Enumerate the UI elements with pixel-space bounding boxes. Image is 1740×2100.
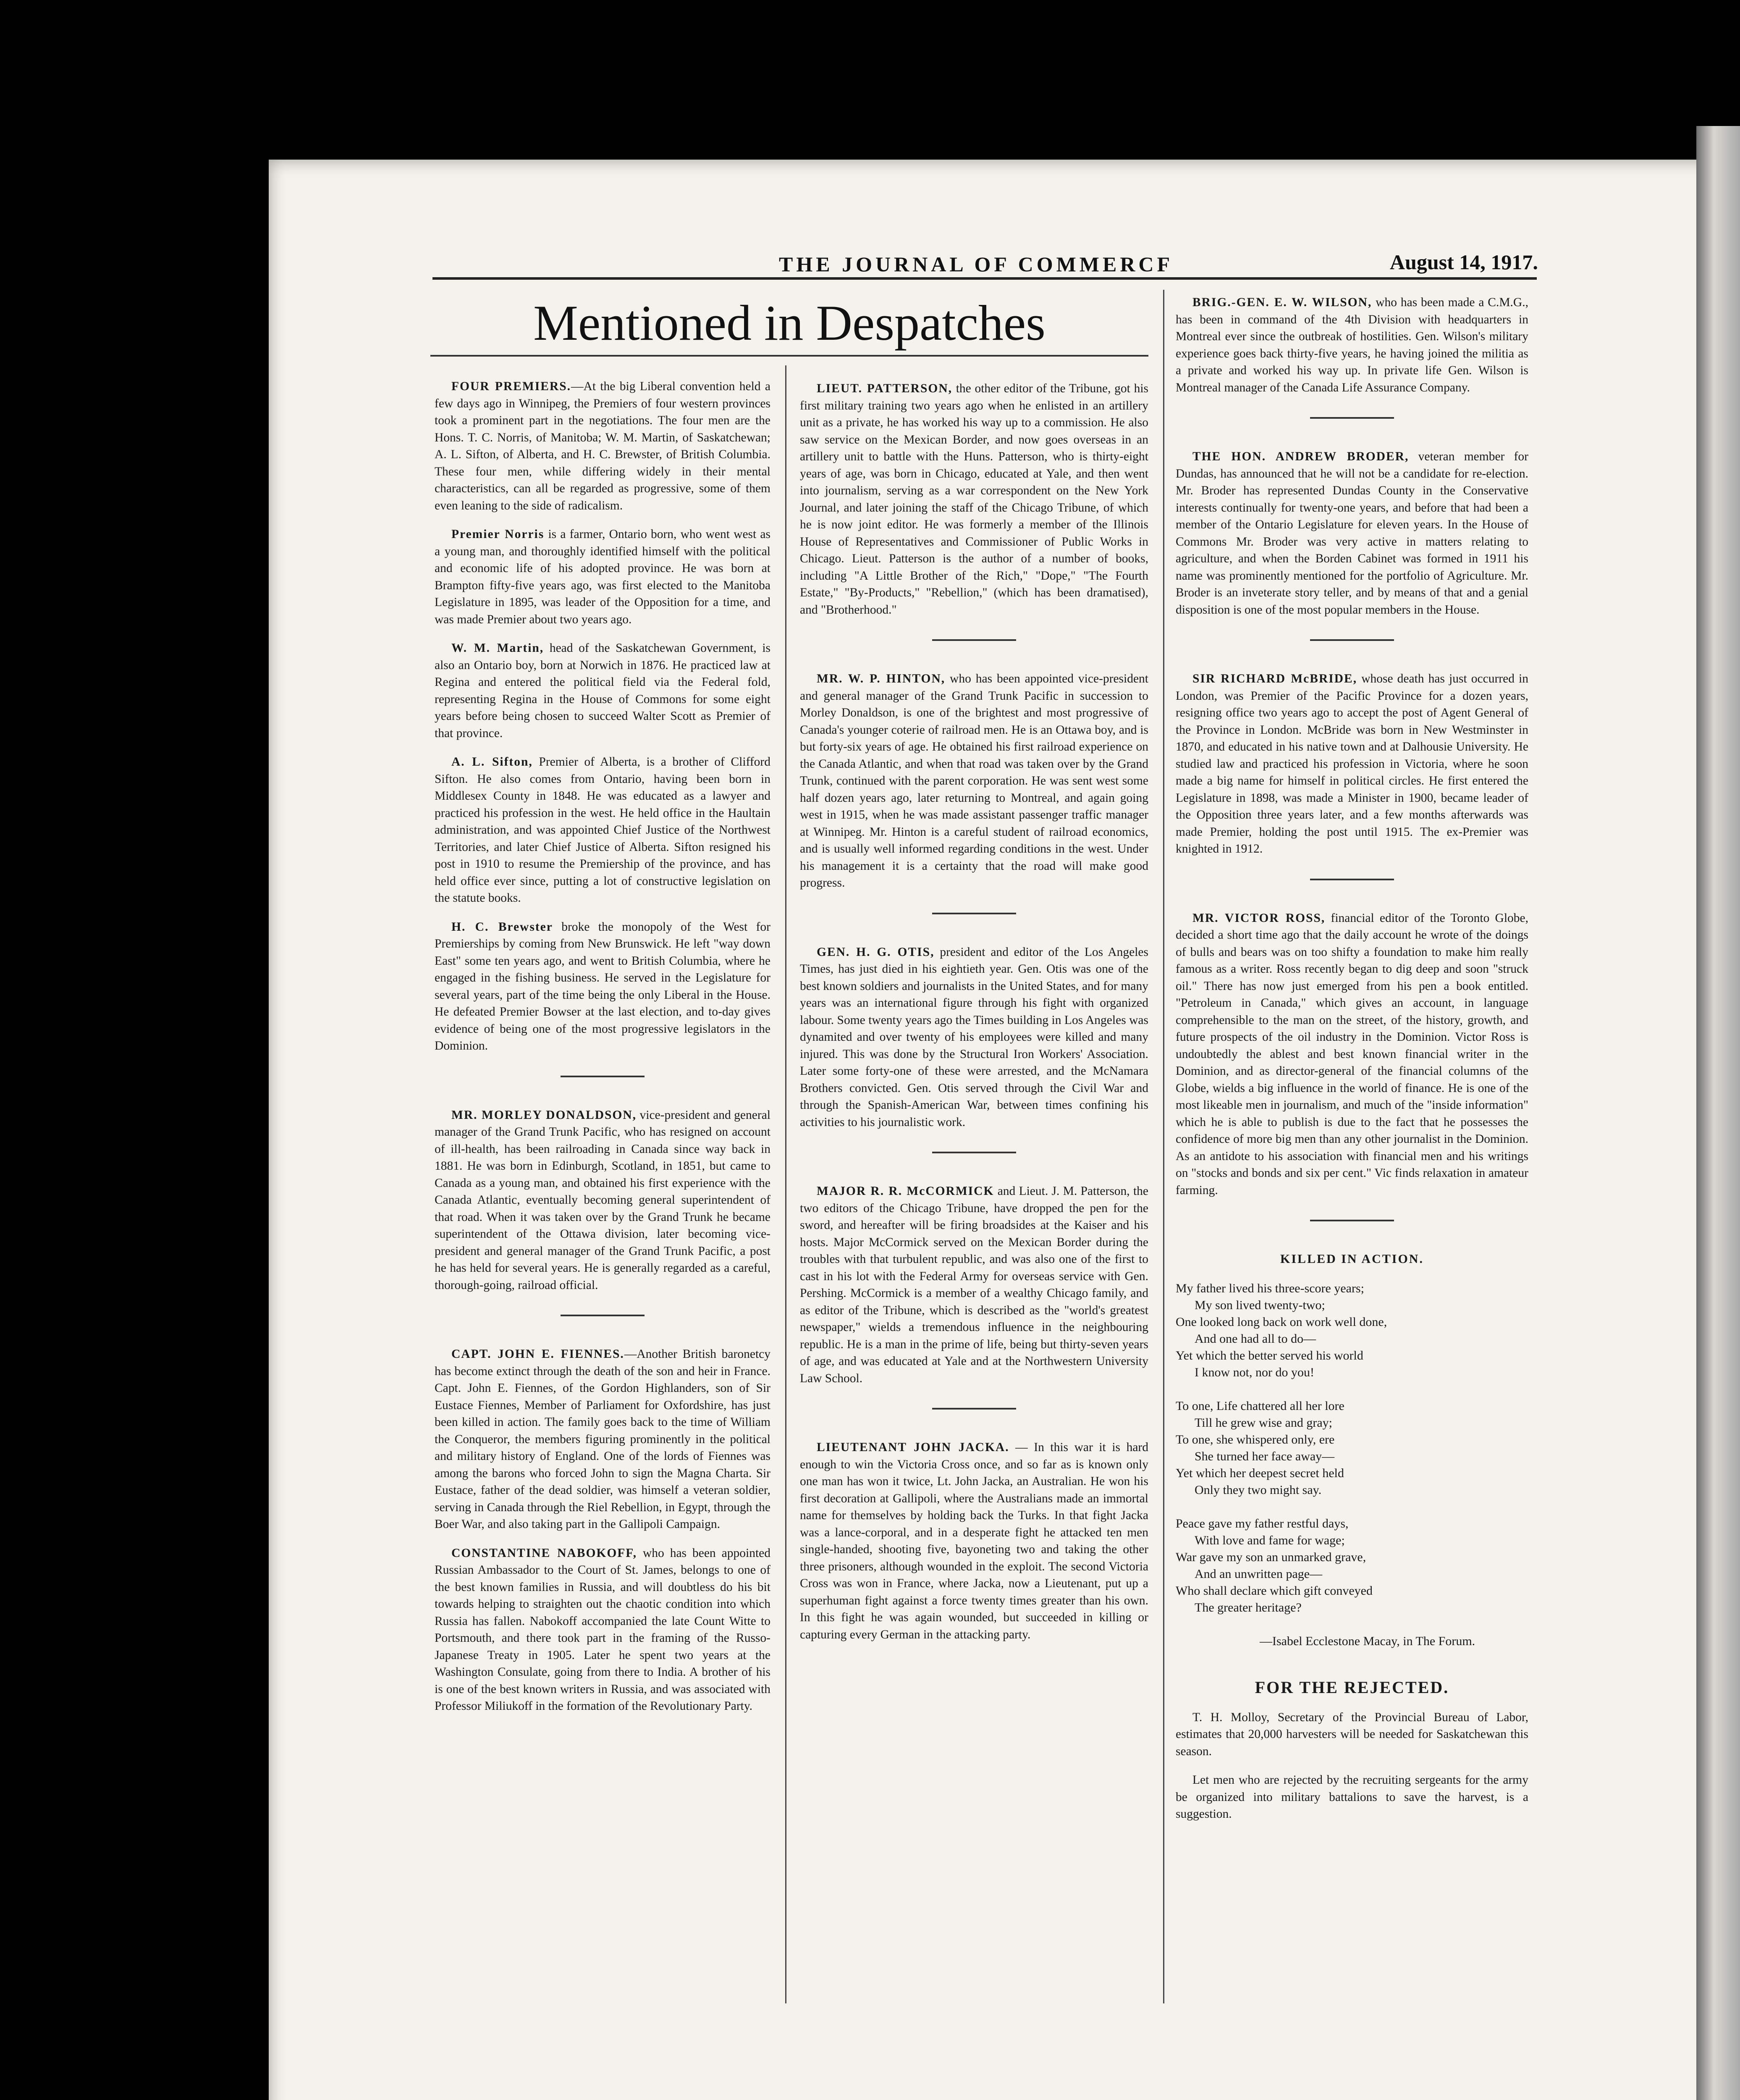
article-paragraph — [1176, 670, 1528, 858]
article-lead: MAJOR R. R. McCORMICK — [817, 1184, 994, 1198]
poem-line: My son lived twenty-two; — [1195, 1298, 1325, 1312]
column-3 — [1176, 294, 1528, 1835]
article-lead: A. L. Sifton, — [451, 755, 533, 769]
section-separator — [932, 1408, 1016, 1410]
page-title: Mentioned in Despatches — [533, 295, 1046, 351]
article-paragraph — [1176, 448, 1528, 618]
poem-line: Only they two might say. — [1195, 1483, 1322, 1497]
article-lead: MR. VICTOR ROSS, — [1192, 911, 1326, 925]
article-lead: W. M. Martin, — [451, 641, 544, 655]
article-text: who has been appointed vice-president and general manager of the Grand Trunk Pacific in succession to Morley Donaldson, is one of the brightest and most progressive of Canada's younger coterie of railroad men. He is an Ottawa boy, and is but forty-six years of age. He obtained his first railroad experience on the Canada Atlantic, and when that road was taken over by the Grand Trunk, continued with the parent corporation. He was sent west some half dozen years ago, later returning to Montreal, and again going west in 1915, when he was made assistant passenger traffic manager at Winnipeg. Mr. Hinton is a careful student of railroad economics, and is usually well informed regarding conditions in the west. Under his management it is a certainty that the road will make good progress. — [800, 672, 1148, 890]
column-3-articles — [1176, 294, 1528, 1221]
article-lead: CONSTANTINE NABOKOFF, — [451, 1546, 637, 1560]
section-separator — [561, 1076, 645, 1077]
section-separator — [561, 1315, 645, 1316]
article-paragraph — [800, 1439, 1148, 1643]
article-paragraph — [435, 640, 770, 742]
poem-line: And an unwritten page— — [1195, 1567, 1323, 1581]
adjacent-page-edge — [1696, 126, 1740, 2100]
article-paragraph — [1176, 294, 1528, 396]
article-text: and Lieut. J. M. Patterson, the two editors of the Chicago Tribune, have dropped the pen for the sword, and hereafter will be firing broadsides at the Kaiser and his hosts. Major McCormick served on the Mexican Border during the troubles with that turbulent republic, and was also one of the first to cast in his lot with the Federal Army for overseas service with Gen. Pershing. McCormick is a member of a wealthy Chicago family, and as editor of the Tribune, which is described as the "world's greatest newspaper," wields a tremendous influence in the neighbouring republic. He is a man in the prime of life, being but thirty-seven years of age, and was educated at Yale and at the Northwestern University Law School. — [800, 1184, 1148, 1385]
article-text: vice-president and general manager of the Grand Trunk Pacific, who has resigned on account of ill-health, has been railroading in Canada since way back in 1881. He was born in Edinburgh, Scotland, in 1851, but came to Canada as a young man, and obtained his first experience with the Canada Atlantic, eventually becoming general superintendent of that road. When it was taken over by the Grand Trunk he became superintendent of the Ottawa division, later becoming vice-president and general manager of the Grand Trunk Pacific, a post he has held for several years. He is generally regarded as a careful, thorough-going, railroad official. — [435, 1108, 770, 1292]
article-text: the other editor of the Tribune, got his first military training two years ago when he enlisted in an artillery unit as a private, he has worked his way up to a commission. He also saw service on the Mexican Border, and now goes overseas in an artillery unit to battle with the Huns. Patterson, who is thirty-eight years of age, was born in Chicago, educated at Yale, and then went into journalism, serving as a war correspondent on the New York Journal, and later joining the staff of the Chicago Tribune, of which he is now joint editor. He was formerly a member of the Illinois House of Representatives and Commissioner of Public Works in Chicago. Lieut. Patterson is the author of a number of books, including "A Little Brother of the Rich," "Dope," "The Fourth Estate," "By-Products," "Rebellion," (which has been dramatised), and "Brotherhood." — [800, 382, 1148, 617]
section-separator — [1310, 417, 1394, 419]
article-text: financial editor of the Toronto Globe, decided a short time ago that the daily account he wrote of the doings of bulls and bears was on too shifty a foundation to make him really famous as a writer. Ross recently began to dig deep and soon "struck oil." There has now just emerged from his pen a book entitled. "Petroleum in Canada," which gives an account, in language comprehensible to the man on the street, of the history, growth, and future prospects of the oil industry in the Dominion. Victor Ross is undoubtedly the ablest and best known financial writer in the Dominion, and as director-general of the financial columns of the Globe, wields a big influence in the world of finance. He is one of the most likeable men in journalism, and much of the "inside information" which he is able to publish is due to the fact that he possesses the confidence of more big men than any other journalist in the Dominion. As an antidote to his association with financial men and his writings on "stocks and bonds and six per cent." Vic finds relaxation in amateur farming. — [1176, 911, 1528, 1197]
article-paragraph — [435, 1107, 770, 1294]
article-text: veteran member for Dundas, has announced that he will not be a candidate for re-election. Mr. Broder has represented Dundas County in the Conservative interests continually for twenty-one years, and before that had been a member of the Ontario Legislature for eleven years. In the House of Commons Mr. Broder was very active in matters relating to agriculture, and when the Borden Cabinet was formed in 1911 his name was prominently mentioned for the portfolio of Agriculture. Mr. Broder is an inveterate story teller, and by means of that and a genial disposition is one of the most popular members in the House. — [1176, 450, 1528, 617]
poem-line: War gave my son an unmarked grave, — [1176, 1550, 1366, 1564]
article-text: — In this war it is hard enough to win the Victoria Cross once, and so far as is known only one man has won it twice, Lt. John Jacka, an Australian. He won his first decoration at Gallipoli, where the Australians made an immortal name for themselves by holding back the Turks. In that fight Jacka was a lance-corporal, and in a desperate fight he attacked ten men single-handed, shooting five, bayoneting two and taking the other three prisoners, although wounded in the exploit. The second Victoria Cross was won in France, where Jacka, now a Lieutenant, put up a superhuman fight against a force twenty times greater than his own. In this fight he was again wounded, but succeeded in killing or capturing every German in the attacking party. — [800, 1441, 1148, 1641]
article-lead: H. C. Brewster — [451, 920, 553, 934]
article-text: broke the monopoly of the West for Premierships by coming from New Brunswick. He left "way down East" some ten years ago, and went to British Columbia, where he engaged in the fishing business. He served in the Legislature for several years, part of the time being the only Liberal in the House. He defeated Premier Bowser at the last election, and to-day gives evidence of being one of the most progressive legislators in the Dominion. — [435, 920, 770, 1053]
masthead — [428, 294, 1150, 352]
article-text: Premier of Alberta, is a brother of Clifford Sifton. He also comes from Ontario, having been born in Middlesex County in 1848. He was educated as a lawyer and practiced his profession in the west. He held office in the Haultain administration, and was appointed Chief Justice of the Northwest Territories, and later Chief Justice of Alberta. Sifton resigned his post in 1910 to resume the Premiership of the province, and has held office ever since, putting a lot of constructive legislation on the statute books. — [435, 755, 771, 905]
article-lead: MR. MORLEY DONALDSON, — [451, 1108, 637, 1122]
article-paragraph — [435, 378, 770, 514]
poem-title: KILLED IN ACTION. — [1280, 1252, 1424, 1266]
article-text: president and editor of the Los Angeles Times, has just died in his eightieth year. Gen. Otis was one of the best known soldiers and journalists in the United States, and for many years was an international figure through his fight with organized labour. Some twenty years ago the Times building in Los Angeles was dynamited and over twenty of his employees were killed and many injured. This was done by the Structural Iron Workers' Association. Later some forty-one of these were arrested, and the McNamara Brothers convicted. Gen. Otis served through the Civil War and through the Spanish-American War, between times confining his activities to his journalistic work. — [800, 945, 1148, 1129]
article-text: who has been appointed Russian Ambassador to the Court of St. James, belongs to one of the best known families in Russia, and will doubtless do his bit towards helping to straighten out the chaotic condition into which Russia has fallen. Nabokoff accompanied the late Count Witte to Portsmouth, and there took part in the framing of the Russo-Japanese Treaty in 1905. Later he spent two years at the Washington Consulate, going from there to India. A brother of his is one of the best known writers in Russia, and was associated with Professor Miliukoff in the formation of the Revolutionary Party. — [435, 1546, 770, 1713]
column-divider-2 — [1163, 290, 1164, 2003]
issue-date: August 14, 1917. — [1390, 250, 1538, 274]
poem-line: Till he grew wise and gray; — [1195, 1416, 1333, 1430]
poem-line: Yet which the better served his world — [1176, 1349, 1363, 1362]
poem-line: Peace gave my father restful days, — [1176, 1517, 1349, 1530]
poem-line: The greater heritage? — [1195, 1601, 1302, 1614]
article-lead: THE HON. ANDREW BRODER, — [1192, 450, 1409, 463]
article-paragraph — [435, 919, 770, 1055]
poem-line: One looked long back on work well done, — [1176, 1315, 1387, 1329]
article-paragraph — [800, 944, 1148, 1131]
poem-line: Yet which her deepest secret held — [1176, 1466, 1344, 1480]
article-text: is a farmer, Ontario born, who went west as a young man, and thoroughly identified himself with the political and economic life of his adopted province. He was born at Brampton fifty-five years ago, was first elected to the Manitoba Legislature in 1895, was leader of the Opposition for a time, and was made Premier about two years ago. — [435, 528, 771, 626]
section-separator — [932, 1152, 1016, 1153]
section-separator — [1310, 639, 1394, 641]
article-text: —Another British baronetcy has become extinct through the death of the son and heir in France. Capt. John E. Fiennes, of the Gordon Highlanders, son of Sir Eustace Fiennes, Member of Parliament for Oxfordshire, has just been killed in action. The family goes back to the time of William the Conqueror, the members figuring prominently in the political and military history of England. One of the lords of Fiennes was among the barons who forced John to sign the Magna Charta. Sir Eustace, father of the dead soldier, was himself a veteran soldier, serving in Canada through the Riel Rebellion, in Egypt, through the Boer War, and also taking part in the Gallipoli Campaign. — [435, 1347, 770, 1531]
poem-attribution: —Isabel Ecclestone Macay, in The Forum. — [1260, 1634, 1475, 1648]
poem-stanza — [1176, 1280, 1528, 1381]
article-paragraph — [800, 380, 1148, 618]
masthead-rule — [430, 355, 1148, 357]
journal-name: THE JOURNAL OF COMMERCF — [779, 252, 1174, 276]
poem-stanza — [1176, 1515, 1528, 1616]
poem-line: With love and fame for wage; — [1195, 1533, 1345, 1547]
poem-stanza — [1176, 1398, 1528, 1499]
article-paragraph — [1176, 910, 1528, 1199]
article-paragraph — [435, 1545, 770, 1715]
section-separator — [932, 639, 1016, 641]
article-lead: SIR RICHARD McBRIDE, — [1192, 672, 1357, 685]
article-text: head of the Saskatchewan Government, is also an Ontario boy, born at Norwich in 1876. He practiced law at Regina and entered the political field via the Federal fold, representing Regina in the House of Commons for some eight years before being chosen to succeed Walter Scott as Premier of that province. — [435, 641, 771, 740]
article-lead: Premier Norris — [451, 528, 545, 541]
article-lead: FOUR PREMIERS. — [451, 380, 571, 393]
poem-stanzas — [1176, 1280, 1528, 1616]
article-paragraph — [800, 1183, 1148, 1387]
article-text: whose death has just occurred in London, was Premier of the Pacific Province for a dozen years, resigning office two years ago to accept the post of Agent General of the Province in London. McBride was born in New Westminster in 1870, and educated in his native town and at Dalhousie University. He studied law and practiced his profession in Victoria, where he soon made a big name for himself in political circles. He first entered the Legislature in 1898, was made a Minister in 1900, became leader of the Opposition three years later, and a few months afterwards was made Premier, holding the post until 1915. The ex-Premier was knighted in 1912. — [1176, 672, 1528, 856]
article-lead: LIEUT. PATTERSON, — [817, 382, 953, 395]
section-separator — [1310, 1220, 1394, 1221]
article-paragraph — [435, 1346, 770, 1533]
rejected-title: FOR THE REJECTED. — [1255, 1678, 1449, 1697]
article-text: —At the big Liberal convention held a few days ago in Winnipeg, the Premiers of four western provinces took a prominent part in the negotiations. The four men are the Hons. T. C. Norris, of Manitoba; W. M. Martin, of Saskatchewan; A. L. Sifton, of Alberta, and H. C. Brewster, of British Columbia. These four men, while differing widely in their mental characteristics, can all be regarded as progressive, some of them even leaning to the side of radicalism. — [435, 380, 770, 512]
section-separator — [932, 913, 1016, 914]
poem-line: She turned her face away— — [1195, 1449, 1335, 1463]
article-lead: CAPT. JOHN E. FIENNES. — [451, 1347, 624, 1361]
article-paragraph — [435, 753, 770, 907]
section-separator — [1310, 879, 1394, 880]
header-rule — [432, 277, 1537, 280]
article-text: who has been made a C.M.G., has been in command of the 4th Division with headquarters in Montreal ever since the outbreak of hostilities. Gen. Wilson's military experience goes back thirty-five years, he having joined the militia as a private and worked his way up. In private life Gen. Wilson is Montreal manager of the Canada Life Assurance Company. — [1176, 296, 1528, 394]
poem-line: To one, Life chattered all her lore — [1176, 1399, 1344, 1413]
article-paragraph — [435, 526, 770, 628]
article-lead: BRIG.-GEN. E. W. WILSON, — [1192, 296, 1372, 309]
poem — [1176, 1251, 1528, 1650]
poem-line: I know not, nor do you! — [1195, 1365, 1314, 1379]
poem-line: To one, she whispered only, ere — [1176, 1433, 1335, 1446]
poem-line: Who shall declare which gift conveyed — [1176, 1584, 1373, 1598]
poem-line: My father lived his three-score years; — [1176, 1281, 1364, 1295]
column-2 — [800, 380, 1148, 1655]
article-lead: MR. W. P. HINTON, — [817, 672, 946, 685]
article-lead: GEN. H. G. OTIS, — [817, 945, 935, 959]
article-paragraph — [800, 670, 1148, 892]
column-divider-1 — [785, 365, 786, 2003]
rejected-paragraph-1: T. H. Molloy, Secretary of the Provincial Bureau of Labor, estimates that 20,000 harvesters will be needed for Saskatchewan this season. — [1176, 1710, 1528, 1758]
poem-line: And one had all to do— — [1195, 1332, 1316, 1346]
column-1 — [435, 378, 770, 1727]
article-lead: LIEUTENANT JOHN JACKA. — [817, 1441, 1009, 1454]
rejected-paragraph-2: Let men who are rejected by the recruiting sergeants for the army be organized into military battalions to save the harvest, is a suggestion. — [1176, 1773, 1528, 1821]
